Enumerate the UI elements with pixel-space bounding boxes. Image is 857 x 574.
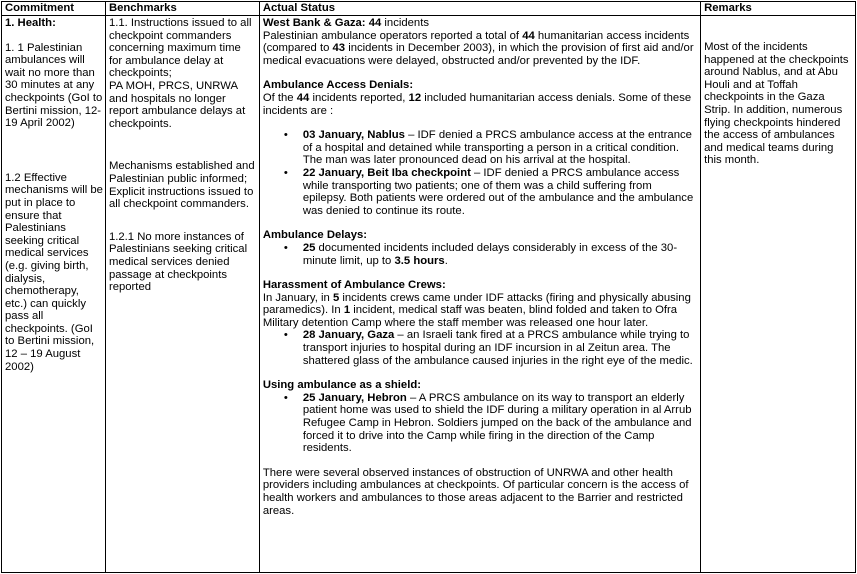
region-suffix: incidents (381, 17, 429, 29)
status-intro: Palestinian ambulance operators reported a total of 44 humanitarian access incidents (compared to 43 incidents in December 2003), in which the provision of first aid and/or medical evacuations were delayed, obstructed and/or prevented by the IDF. (262, 29, 694, 67)
header-row (2, 2, 856, 16)
region-heading (263, 17, 698, 30)
header-actual-status: Actual Status (259, 2, 700, 16)
health-title: 1. Health: (5, 17, 56, 29)
section-ambulance-delays: Ambulance Delays: (262, 229, 368, 242)
list-item: • 25 documented incidents included delays considerably in excess of the 30-minute limit, up to 3.5 hours. (303, 242, 698, 267)
incident-previous-total: 43 (332, 42, 346, 55)
benchmark-1-1: 1.1. Instructions issued to all checkpoint commanders concerning maximum time for ambulance delay at checkpoints; (108, 17, 252, 80)
status-table (1, 1, 856, 573)
section-access-denials: Ambulance Access Denials: (262, 79, 414, 92)
remarks-cell (701, 16, 856, 573)
denials-list (263, 129, 698, 217)
header-remarks: Remarks (701, 2, 856, 16)
benchmark-1-1-reporting: PA MOH, PRCS, UNRWA and hospitals no longer report ambulance delays at checkpoints. (108, 79, 246, 130)
harassment-list (263, 329, 698, 367)
benchmarks-cell (105, 16, 259, 573)
closing-paragraph: There were several observed instances of obstruction of UNRWA and other health providers including ambulances at checkpoints. Of particular concern is the access of health workers and ambulances to those areas adjacent to the Barrier and restricted areas. (262, 466, 689, 517)
commitment-1-1: 1. 1 Palestinian ambulances will wait no more than 30 minutes at any checkpoints (GoI to Bertini mission, 12- 19 April 2002) (5, 41, 103, 130)
benchmark-mechanisms: Mechanisms established and Palestinian public informed; Explicit instructions issued to all checkpoint commanders. (108, 160, 255, 211)
remarks-text: Most of the incidents happened at the checkpoints around Nablus, and at Abu Houli and at Toffah checkpoints in the Gaza Strip. In addition, numerous flying checkpoints hindered the access of ambulances and medical teams during this month. (704, 41, 849, 167)
section-shield: Using ambulance as a shield: (262, 379, 422, 392)
section-harassment: Harassment of Ambulance Crews: (262, 279, 446, 292)
access-denials-summary: Of the 44 incidents reported, 12 included humanitarian access denials. Some of these incidents are : (262, 91, 692, 117)
actual-status-cell (259, 16, 700, 573)
table-row (2, 16, 856, 573)
delays-list (263, 242, 698, 267)
commitment-1-2: 1.2 Effective mechanisms will be put in place to ensure that Palestinians seeking critical medical services (e.g. giving birth, dialysis, chemotherapy, etc.) can quickly pass all checkpoints. (GoI to Bertini mission, 12 – 19 August 2002) (5, 171, 103, 373)
harassment-summary: In January, in 5 incidents crews came under IDF attacks (firing and physically abusing paramedics). In 1 incident, medical staff was beaten, blind folded and taken to Ofra Military detention Camp where the staff member was released one hour later. (262, 291, 691, 329)
header-commitment: Commitment (2, 2, 106, 16)
list-item: • 25 January, Hebron – A PRCS ambulance on its way to transport an elderly patient home was used to shield the IDF during a military operation in al Arrub Refugee Camp in Hebron. Soldiers jumped on the back of the ambulance and forced it to drive into the Camp while firing in the direction of the Camp residents. (303, 392, 698, 455)
commitment-cell (2, 16, 106, 573)
list-item: • 03 January, Nablus – IDF denied a PRCS ambulance access at the entrance of a hospital and detained while transporting a person in a critical condition. The man was later pronounced dead on his arrival at the hospital. (303, 129, 698, 167)
denials-count: 12 (408, 91, 422, 104)
shield-list (263, 392, 698, 455)
list-item: • 28 January, Gaza – an Israeli tank fired at a PRCS ambulance while trying to transport injuries to hospital during an IDF incursion in al Zeitun area. The shattered glass of the ambulance caused injuries in the right eye of the medic. (303, 329, 698, 367)
region-label: West Bank & Gaza: 44 (262, 17, 382, 29)
header-benchmarks: Benchmarks (105, 2, 259, 16)
incident-total: 44 (522, 29, 535, 42)
benchmark-1-2-1: 1.2.1 No more instances of Palestinians seeking critical medical services denied passage at checkpoints reported (108, 230, 248, 294)
list-item: • 22 January, Beit Iba checkpoint – IDF denied a PRCS ambulance access while transporting two patients; one of them was a child suffering from epilepsy. Both patients were ordered out of the ambulance and the ambulance was denied to continue its route. (303, 167, 698, 217)
